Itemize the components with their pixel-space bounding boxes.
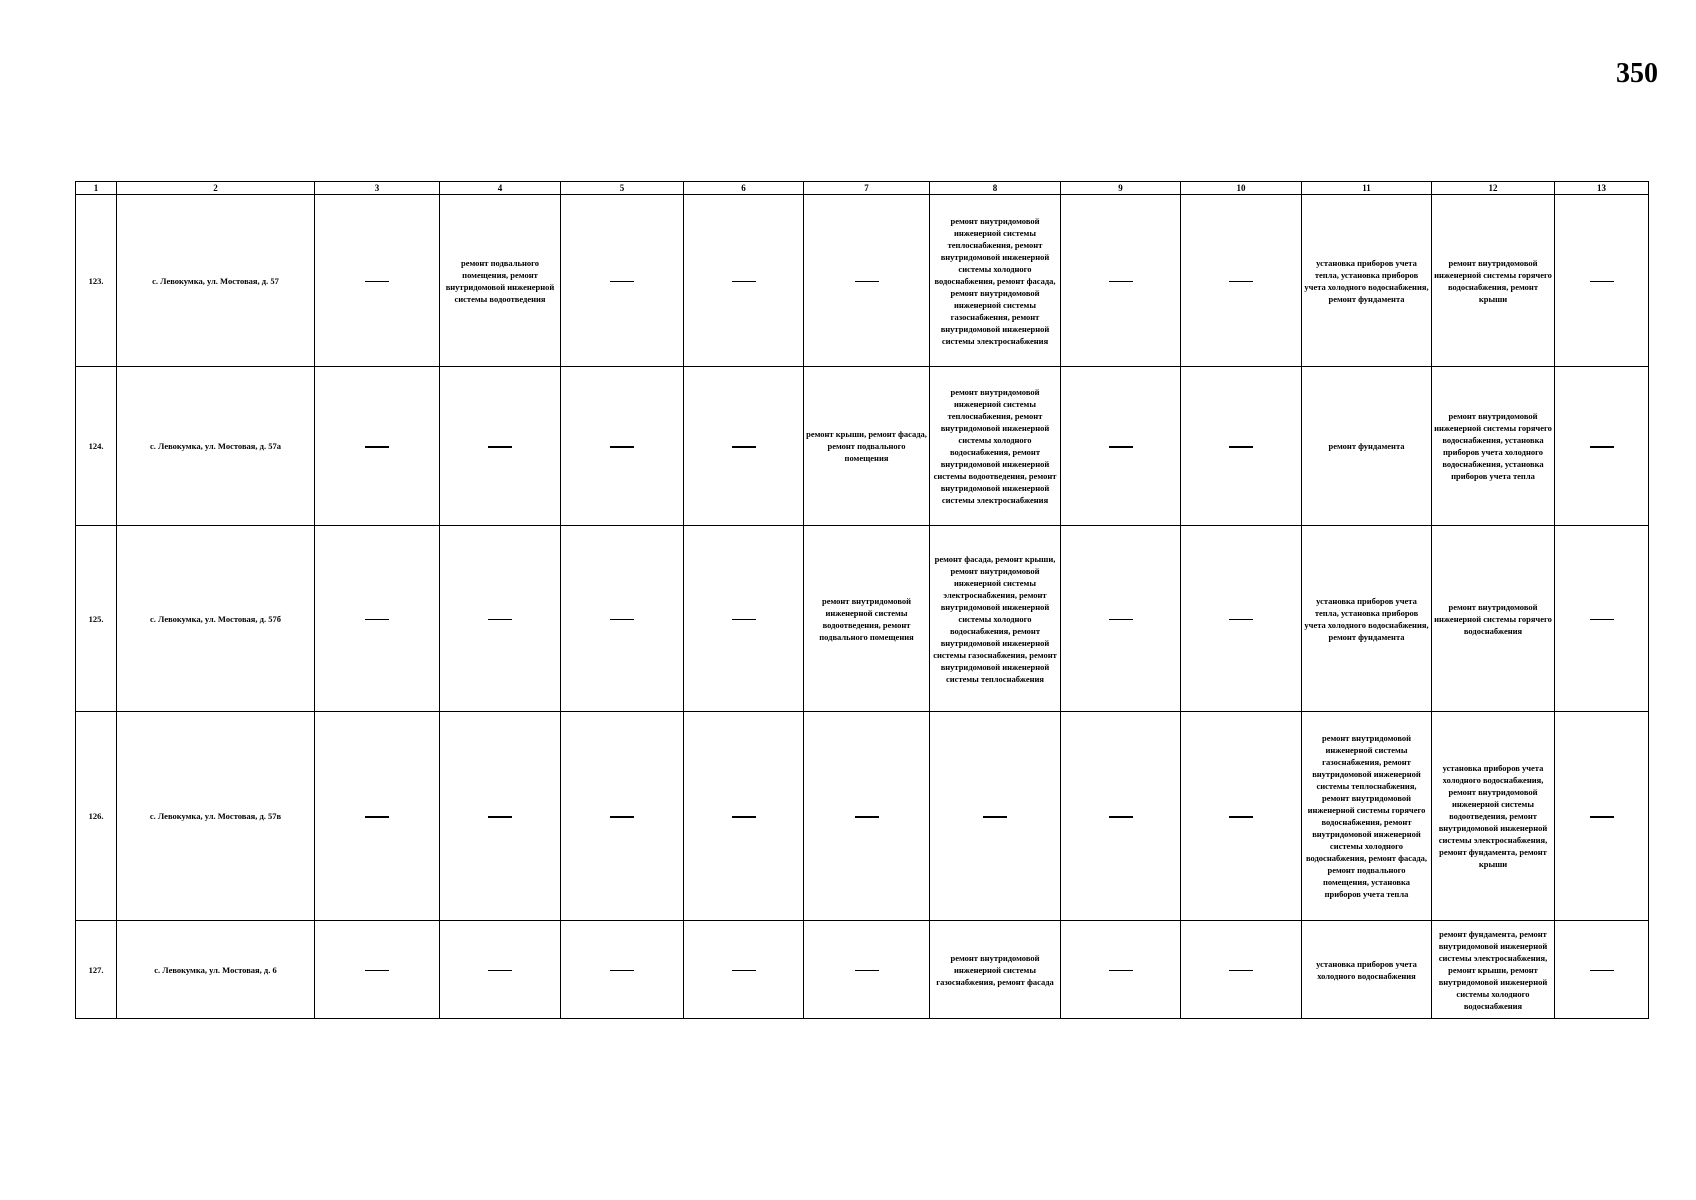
empty-dash: [365, 816, 389, 818]
repair-schedule-table: [75, 181, 1649, 1019]
row-number: 123.: [76, 195, 117, 367]
table-row: [76, 195, 1649, 367]
empty-cell: [561, 195, 684, 367]
column-header: 12: [1432, 182, 1555, 195]
empty-dash: [1229, 970, 1253, 972]
column-number-row: [76, 182, 1649, 195]
empty-dash: [488, 446, 512, 448]
empty-dash: [1229, 816, 1253, 818]
empty-dash: [488, 619, 512, 621]
cell-col8: ремонт внутридомовой инженерной системы газоснабжения, ремонт фасада: [930, 921, 1061, 1019]
column-header: 4: [440, 182, 561, 195]
empty-cell: [684, 712, 804, 921]
column-header: 9: [1061, 182, 1181, 195]
empty-dash: [732, 816, 756, 818]
empty-dash: [1229, 619, 1253, 621]
empty-cell: [440, 526, 561, 712]
empty-cell: [1061, 526, 1181, 712]
row-address: с. Левокумка, ул. Мостовая, д. 57б: [117, 526, 315, 712]
column-header: 11: [1302, 182, 1432, 195]
column-header: 3: [315, 182, 440, 195]
empty-cell: [930, 712, 1061, 921]
row-number: 125.: [76, 526, 117, 712]
empty-cell: [1555, 712, 1649, 921]
empty-cell: [315, 195, 440, 367]
empty-cell: [440, 712, 561, 921]
empty-dash: [610, 970, 634, 972]
empty-dash: [855, 281, 879, 283]
empty-dash: [1109, 816, 1133, 818]
row-address: с. Левокумка, ул. Мостовая, д. 57в: [117, 712, 315, 921]
empty-cell: [684, 367, 804, 526]
empty-cell: [684, 921, 804, 1019]
cell-col11: установка приборов учета тепла, установка приборов учета холодного водоснабжения, ремонт фундамента: [1302, 195, 1432, 367]
empty-dash: [1590, 446, 1614, 448]
table-row: [76, 367, 1649, 526]
column-header: 6: [684, 182, 804, 195]
empty-cell: [315, 367, 440, 526]
empty-dash: [855, 970, 879, 972]
cell-col12: ремонт внутридомовой инженерной системы горячего водоснабжения, установка приборов учета холодного водоснабжения, установка приборов учета тепла: [1432, 367, 1555, 526]
column-header: 7: [804, 182, 930, 195]
cell-col12: ремонт фундамента, ремонт внутридомовой инженерной системы электроснабжения, ремонт крыши, ремонт внутридомовой инженерной системы холодного водоснабжения: [1432, 921, 1555, 1019]
empty-dash: [365, 970, 389, 972]
cell-col12: ремонт внутридомовой инженерной системы горячего водоснабжения: [1432, 526, 1555, 712]
empty-cell: [440, 921, 561, 1019]
cell-col8: ремонт внутридомовой инженерной системы теплоснабжения, ремонт внутридомовой инженерной системы холодного водоснабжения, ремонт фасада, ремонт внутридомовой инженерной системы газоснабжения, ремонт внутридомовой инженерной системы электроснабжения: [930, 195, 1061, 367]
cell-col11: ремонт внутридомовой инженерной системы газоснабжения, ремонт внутридомовой инженерной системы теплоснабжения, ремонт внутридомовой инженерной системы горячего водоснабжения, ремонт внутридомовой инженерной системы холодного водоснабжения, ремонт фасада, ремонт подвального помещения, установка приборов учета тепла: [1302, 712, 1432, 921]
empty-cell: [315, 526, 440, 712]
cell-col11: ремонт фундамента: [1302, 367, 1432, 526]
empty-cell: [1181, 367, 1302, 526]
cell-col7: ремонт крыши, ремонт фасада, ремонт подвального помещения: [804, 367, 930, 526]
empty-dash: [1109, 970, 1133, 972]
empty-cell: [561, 921, 684, 1019]
empty-dash: [1590, 281, 1614, 283]
empty-dash: [1590, 970, 1614, 972]
cell-col8: ремонт фасада, ремонт крыши, ремонт внутридомовой инженерной системы электроснабжения, ремонт внутридомовой инженерной системы холодного водоснабжения, ремонт внутридомовой инженерной системы газоснабжения, ремонт внутридомовой инженерной системы теплоснабжения: [930, 526, 1061, 712]
empty-cell: [804, 195, 930, 367]
empty-dash: [610, 619, 634, 621]
empty-dash: [1590, 619, 1614, 621]
empty-dash: [610, 446, 634, 448]
cell-col12: установка приборов учета холодного водоснабжения, ремонт внутридомовой инженерной системы водоотведения, ремонт внутридомовой инженерной системы электроснабжения, ремонт фундамента, ремонт крыши: [1432, 712, 1555, 921]
row-address: с. Левокумка, ул. Мостовая, д. 57: [117, 195, 315, 367]
empty-dash: [732, 970, 756, 972]
empty-dash: [1229, 446, 1253, 448]
empty-cell: [1061, 367, 1181, 526]
row-number: 127.: [76, 921, 117, 1019]
empty-dash: [610, 816, 634, 818]
empty-dash: [488, 970, 512, 972]
cell-col11: установка приборов учета холодного водоснабжения: [1302, 921, 1432, 1019]
empty-cell: [1061, 195, 1181, 367]
page-number: 350: [1616, 58, 1658, 89]
empty-cell: [1555, 526, 1649, 712]
empty-dash: [1590, 816, 1614, 818]
cell-col12: ремонт внутридомовой инженерной системы горячего водоснабжения, ремонт крыши: [1432, 195, 1555, 367]
column-header: 13: [1555, 182, 1649, 195]
empty-dash: [1109, 619, 1133, 621]
cell-col11: установка приборов учета тепла, установка приборов учета холодного водоснабжения, ремонт фундамента: [1302, 526, 1432, 712]
empty-cell: [440, 367, 561, 526]
empty-cell: [1555, 195, 1649, 367]
cell-col4: ремонт подвального помещения, ремонт внутридомовой инженерной системы водоотведения: [440, 195, 561, 367]
empty-dash: [1229, 281, 1253, 283]
empty-dash: [732, 281, 756, 283]
column-header: 8: [930, 182, 1061, 195]
empty-cell: [561, 367, 684, 526]
empty-cell: [684, 195, 804, 367]
empty-dash: [732, 619, 756, 621]
column-header: 5: [561, 182, 684, 195]
empty-cell: [315, 921, 440, 1019]
empty-cell: [1181, 712, 1302, 921]
row-address: с. Левокумка, ул. Мостовая, д. 57а: [117, 367, 315, 526]
row-number: 126.: [76, 712, 117, 921]
empty-dash: [365, 619, 389, 621]
column-header: 10: [1181, 182, 1302, 195]
empty-dash: [610, 281, 634, 283]
empty-cell: [1181, 526, 1302, 712]
empty-cell: [1061, 921, 1181, 1019]
empty-cell: [804, 712, 930, 921]
empty-dash: [365, 446, 389, 448]
empty-dash: [855, 816, 879, 818]
column-header: 1: [76, 182, 117, 195]
table-row: [76, 526, 1649, 712]
empty-cell: [1555, 921, 1649, 1019]
empty-cell: [684, 526, 804, 712]
table-row: [76, 921, 1649, 1019]
empty-dash: [1109, 446, 1133, 448]
row-number: 124.: [76, 367, 117, 526]
row-address: с. Левокумка, ул. Мостовая, д. 6: [117, 921, 315, 1019]
cell-col7: ремонт внутридомовой инженерной системы водоотведения, ремонт подвального помещения: [804, 526, 930, 712]
empty-dash: [983, 816, 1007, 818]
empty-cell: [561, 526, 684, 712]
empty-cell: [1061, 712, 1181, 921]
empty-dash: [732, 446, 756, 448]
empty-dash: [365, 281, 389, 283]
empty-cell: [804, 921, 930, 1019]
empty-cell: [315, 712, 440, 921]
empty-cell: [1555, 367, 1649, 526]
empty-cell: [1181, 195, 1302, 367]
cell-col8: ремонт внутридомовой инженерной системы теплоснабжения, ремонт внутридомовой инженерной системы холодного водоснабжения, ремонт внутридомовой инженерной системы водоотведения, ремонт внутридомовой инженерной системы электроснабжения: [930, 367, 1061, 526]
empty-dash: [1109, 281, 1133, 283]
column-header: 2: [117, 182, 315, 195]
empty-dash: [488, 816, 512, 818]
table-row: [76, 712, 1649, 921]
empty-cell: [561, 712, 684, 921]
empty-cell: [1181, 921, 1302, 1019]
